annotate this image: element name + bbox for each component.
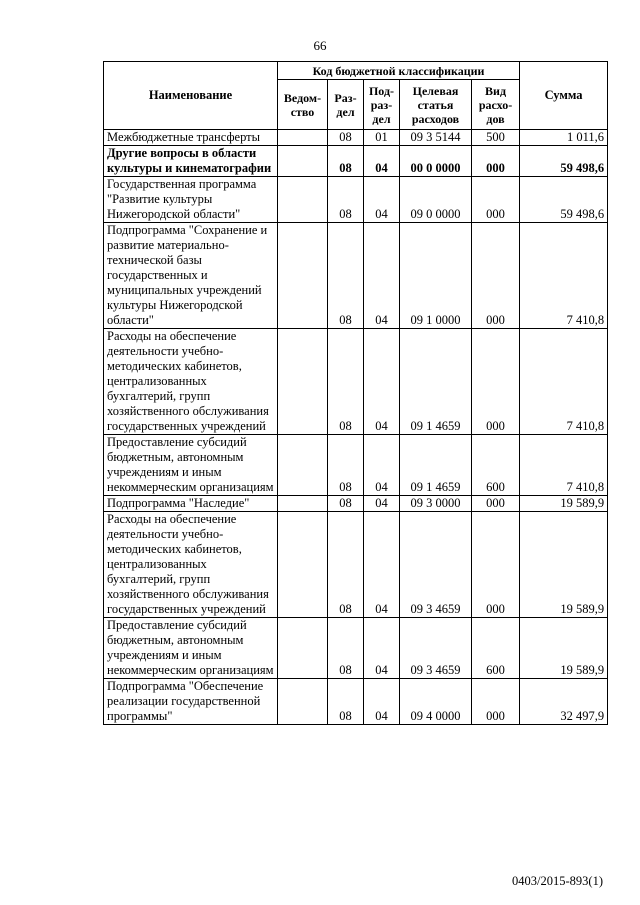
row-sum: 7 410,8	[520, 223, 608, 329]
row-target: 09 3 0000	[400, 496, 472, 512]
row-type: 000	[472, 177, 520, 223]
row-name: Подпрограмма "Сохранение и развитие материально-технической базы государственных и муниципальных учреждений культуры Нижегородской области"	[104, 223, 278, 329]
header-classification-group: Код бюджетной классификации	[278, 62, 520, 80]
row-dept	[278, 177, 328, 223]
row-section: 08	[328, 130, 364, 146]
row-target: 09 4 0000	[400, 679, 472, 725]
row-subsection: 04	[364, 496, 400, 512]
row-type: 600	[472, 435, 520, 496]
row-target: 09 1 4659	[400, 435, 472, 496]
row-name: Межбюджетные трансферты	[104, 130, 278, 146]
row-sum: 59 498,6	[520, 146, 608, 177]
table-row	[104, 435, 608, 496]
row-subsection: 04	[364, 223, 400, 329]
header-type: Вид расхо-дов	[472, 80, 520, 130]
table-body	[104, 130, 608, 725]
header-name: Наименование	[104, 62, 278, 130]
row-target: 09 0 0000	[400, 177, 472, 223]
header-dept-text: Ведом-ство	[283, 90, 322, 119]
row-dept	[278, 679, 328, 725]
row-name: Другие вопросы в области культуры и кинематографии	[104, 146, 278, 177]
table-row	[104, 130, 608, 146]
row-subsection: 04	[364, 435, 400, 496]
row-name: Подпрограмма "Обеспечение реализации государственной программы"	[104, 679, 278, 725]
row-section: 08	[328, 496, 364, 512]
row-sum: 1 011,6	[520, 130, 608, 146]
page-number: 66	[313, 38, 327, 53]
header-sum: Сумма	[520, 62, 608, 130]
row-section: 08	[328, 512, 364, 618]
row-name: Расходы на обеспечение деятельности учебно-методических кабинетов, централизованных бухгалтерий, групп хозяйственного обслуживания государственных учреждений	[104, 512, 278, 618]
row-target: 09 3 4659	[400, 618, 472, 679]
row-name: Предоставление субсидий бюджетным, автономным учреждениям и иным некоммерческим организациям	[104, 435, 278, 496]
row-sum: 19 589,9	[520, 618, 608, 679]
row-section: 08	[328, 329, 364, 435]
row-subsection: 04	[364, 618, 400, 679]
table-row	[104, 679, 608, 725]
row-section: 08	[328, 146, 364, 177]
table-row	[104, 618, 608, 679]
row-dept	[278, 146, 328, 177]
row-subsection: 04	[364, 177, 400, 223]
row-type: 500	[472, 130, 520, 146]
row-subsection: 04	[364, 146, 400, 177]
row-target: 09 3 5144	[400, 130, 472, 146]
row-type: 600	[472, 618, 520, 679]
row-subsection: 04	[364, 329, 400, 435]
row-target: 00 0 0000	[400, 146, 472, 177]
row-type: 000	[472, 146, 520, 177]
row-dept	[278, 512, 328, 618]
row-sum: 19 589,9	[520, 496, 608, 512]
header-section: Раз-дел	[328, 80, 364, 130]
row-section: 08	[328, 223, 364, 329]
table-row	[104, 177, 608, 223]
row-dept	[278, 329, 328, 435]
row-name: Расходы на обеспечение деятельности учебно-методических кабинетов, централизованных бухгалтерий, групп хозяйственного обслуживания государственных учреждений	[104, 329, 278, 435]
row-sum: 7 410,8	[520, 329, 608, 435]
row-sum: 32 497,9	[520, 679, 608, 725]
row-target: 09 1 0000	[400, 223, 472, 329]
table-row	[104, 496, 608, 512]
row-name: Государственная программа "Развитие культуры Нижегородской области"	[104, 177, 278, 223]
row-type: 000	[472, 496, 520, 512]
table-row	[104, 146, 608, 177]
table-row	[104, 223, 608, 329]
row-dept	[278, 130, 328, 146]
row-section: 08	[328, 618, 364, 679]
row-dept	[278, 496, 328, 512]
row-section: 08	[328, 435, 364, 496]
row-section: 08	[328, 177, 364, 223]
row-sum: 19 589,9	[520, 512, 608, 618]
row-dept	[278, 223, 328, 329]
row-type: 000	[472, 679, 520, 725]
table-row	[104, 512, 608, 618]
row-subsection: 04	[364, 512, 400, 618]
budget-table	[103, 61, 608, 725]
row-dept	[278, 435, 328, 496]
header-dept	[278, 80, 328, 130]
row-type: 000	[472, 223, 520, 329]
row-subsection: 04	[364, 679, 400, 725]
row-subsection: 01	[364, 130, 400, 146]
row-target: 09 1 4659	[400, 329, 472, 435]
row-name: Предоставление субсидий бюджетным, автономным учреждениям и иным некоммерческим организациям	[104, 618, 278, 679]
header-subsection: Под-раз-дел	[364, 80, 400, 130]
row-type: 000	[472, 329, 520, 435]
row-target: 09 3 4659	[400, 512, 472, 618]
table-row	[104, 329, 608, 435]
row-dept	[278, 618, 328, 679]
header-target: Целевая статья расходов	[400, 80, 472, 130]
document-code: 0403/2015-893(1)	[512, 874, 603, 888]
row-name: Подпрограмма "Наследие"	[104, 496, 278, 512]
row-section: 08	[328, 679, 364, 725]
row-sum: 59 498,6	[520, 177, 608, 223]
row-type: 000	[472, 512, 520, 618]
row-sum: 7 410,8	[520, 435, 608, 496]
